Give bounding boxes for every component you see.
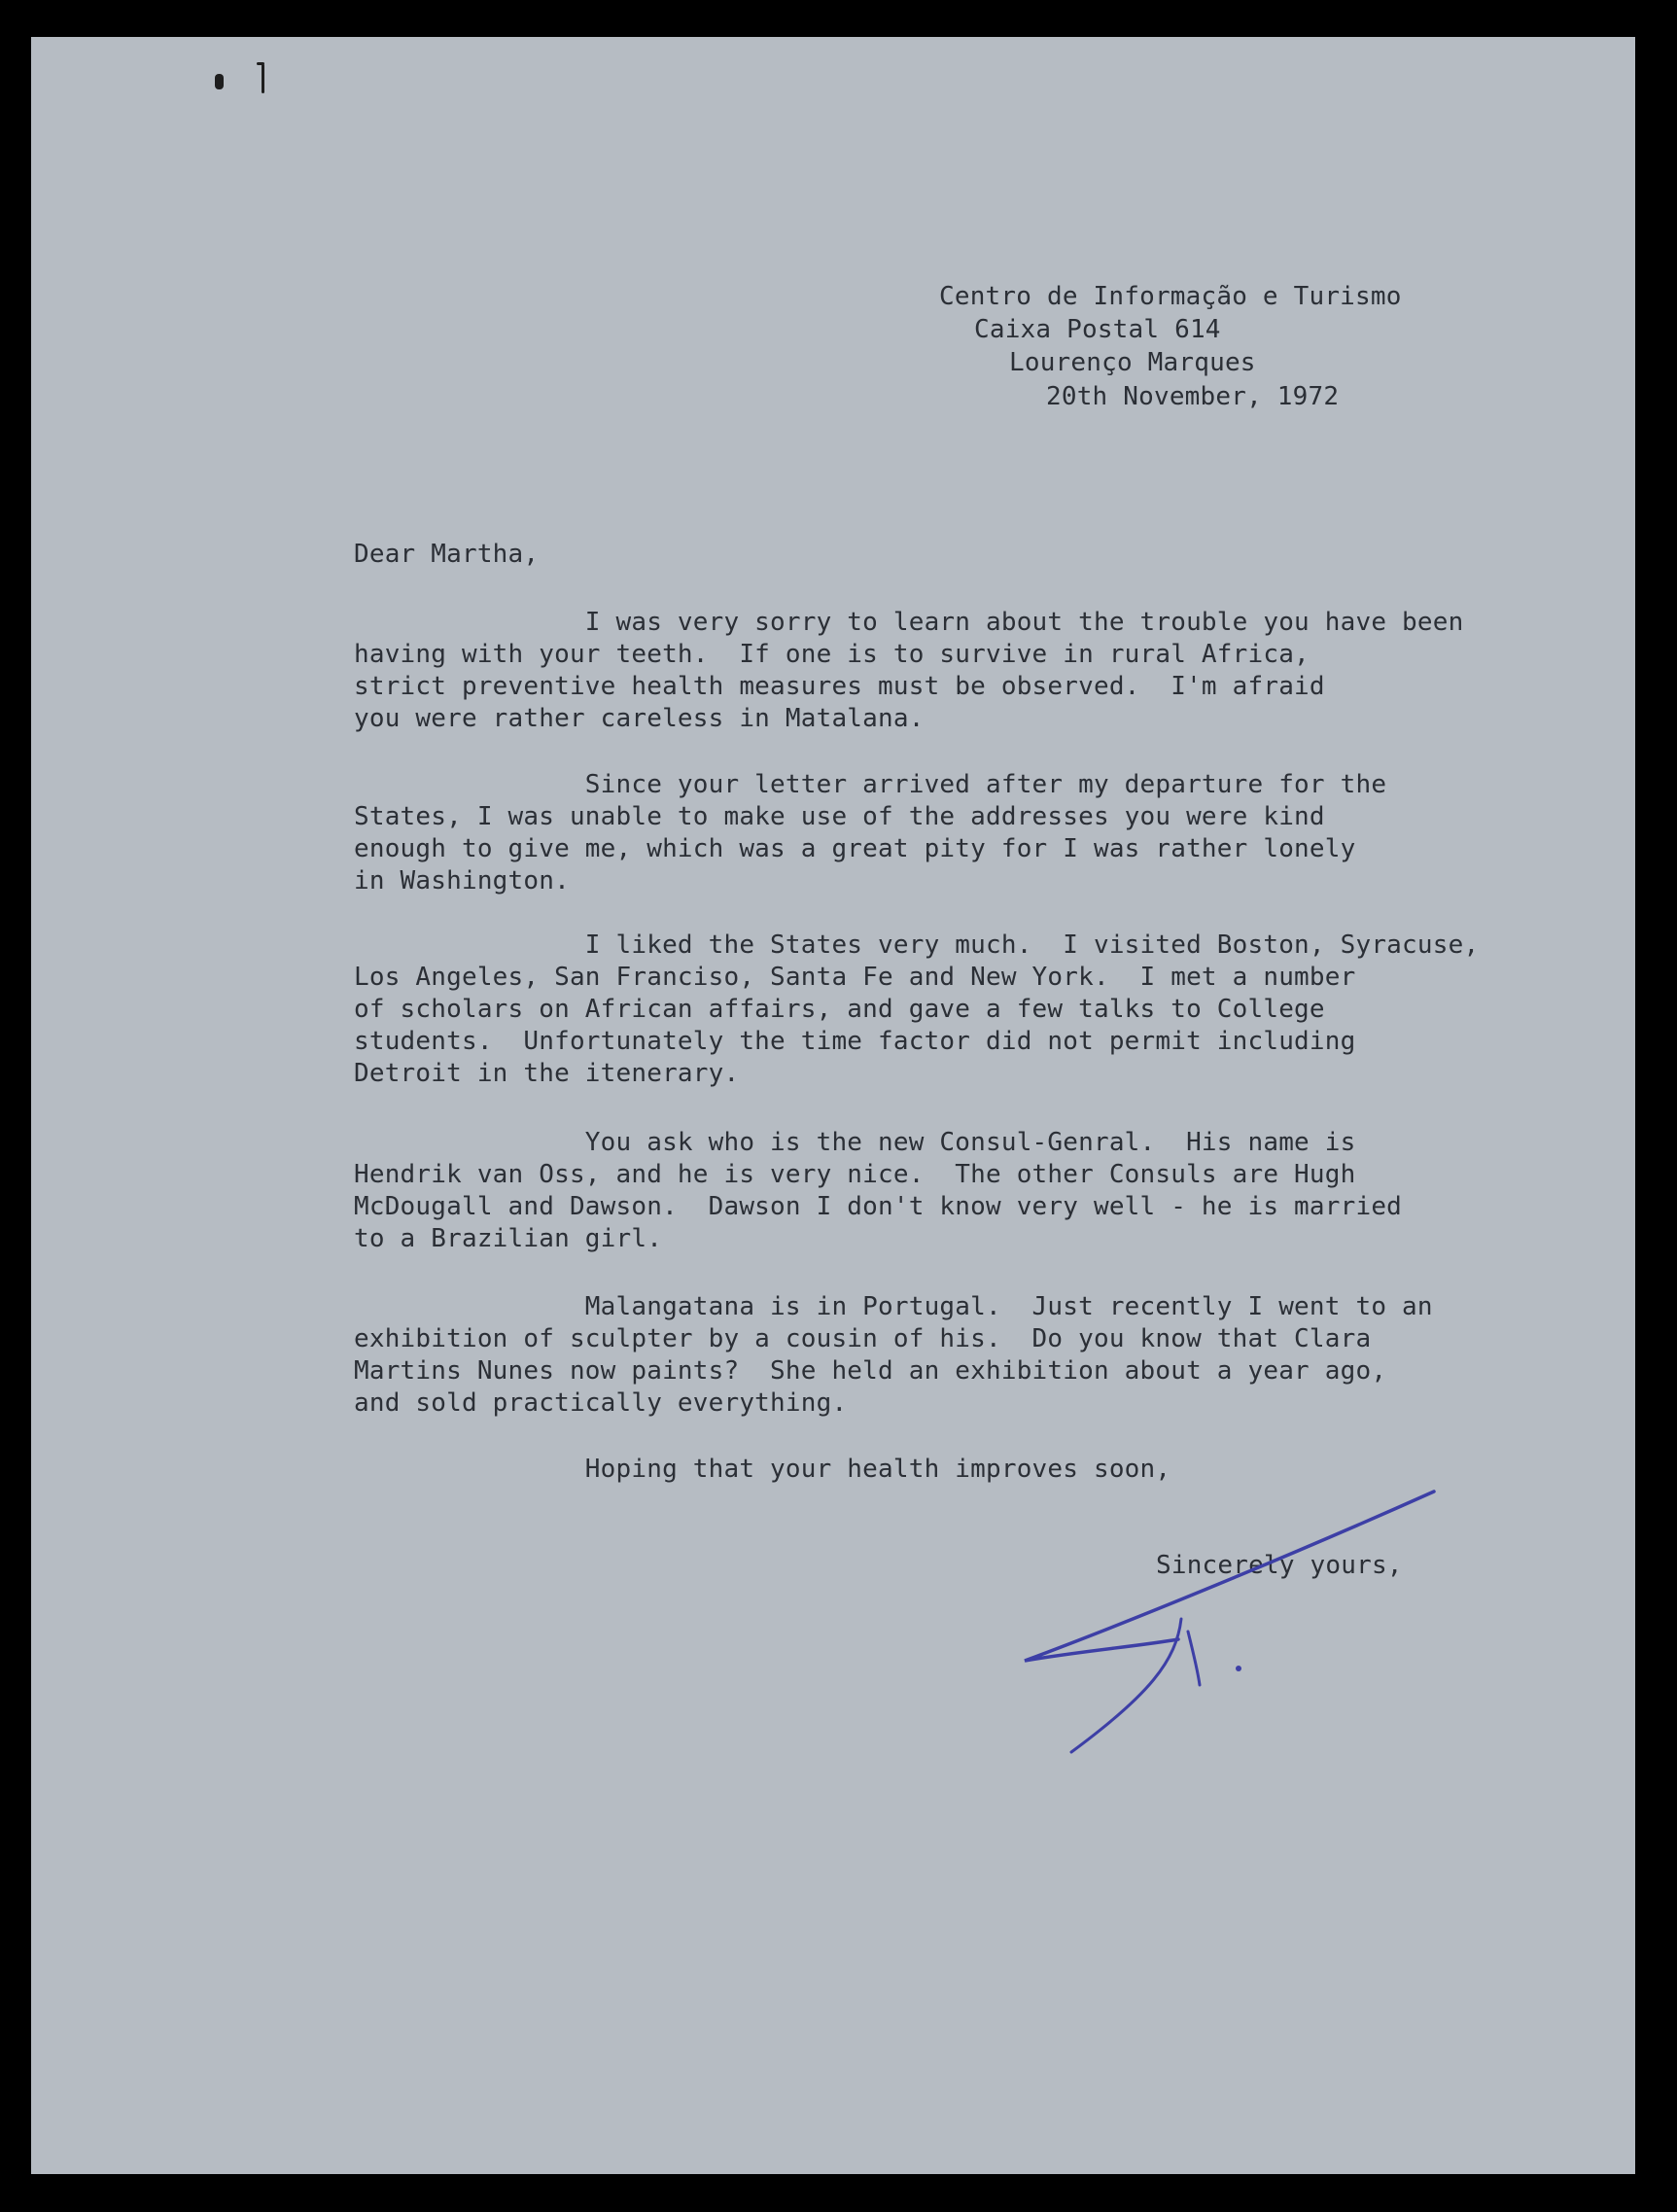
address-line-2: Caixa Postal 614 <box>974 315 1221 344</box>
signature-icon <box>31 37 1635 2174</box>
paragraph-closing-wish: Hoping that your health improves soon, <box>354 1455 1171 1484</box>
paragraph-teeth: I was very sorry to learn about the trouble you have been having with your teeth. If one is to survive in rural Africa, strict preventive health measures must be observed. I'm afraid you were rather careless in Matalana. <box>354 608 1464 733</box>
letter-date: 20th November, 1972 <box>1046 382 1340 411</box>
salutation: Dear Martha, <box>354 540 540 569</box>
address-line-3: Lourenço Marques <box>1009 348 1256 377</box>
complimentary-close: Sincerely yours, <box>1156 1551 1403 1580</box>
paragraph-washington: Since your letter arrived after my departure for the States, I was unable to make use of the addresses you were kind enough to give me, which was a great pity for I was rather lonely in Washington. <box>354 770 1387 895</box>
address-line-1: Centro de Informação e Turismo <box>939 282 1402 311</box>
paragraph-malangatana: Malangatana is in Portugal. Just recently I went to an exhibition of sculpter by a cousin of his. Do you know that Clara Martins Nunes now paints? She held an exhibition about a year ago, and sold practically everything. <box>354 1292 1433 1418</box>
letter-sheet <box>31 37 1635 2174</box>
paragraph-consul: You ask who is the new Consul-Genral. His name is Hendrik van Oss, and he is very nice. The other Consuls are Hugh McDougall and Dawson. Dawson I don't know very well - he is married to a Brazilian girl. <box>354 1128 1403 1253</box>
paragraph-states-trip: I liked the States very much. I visited Boston, Syracuse, Los Angeles, San Franciso, Santa Fe and New York. I met a number of scholars on African affairs, and gave a few talks to College students. Unfortunately the time factor did not permit including Detroit in the itenerary. <box>354 930 1480 1088</box>
